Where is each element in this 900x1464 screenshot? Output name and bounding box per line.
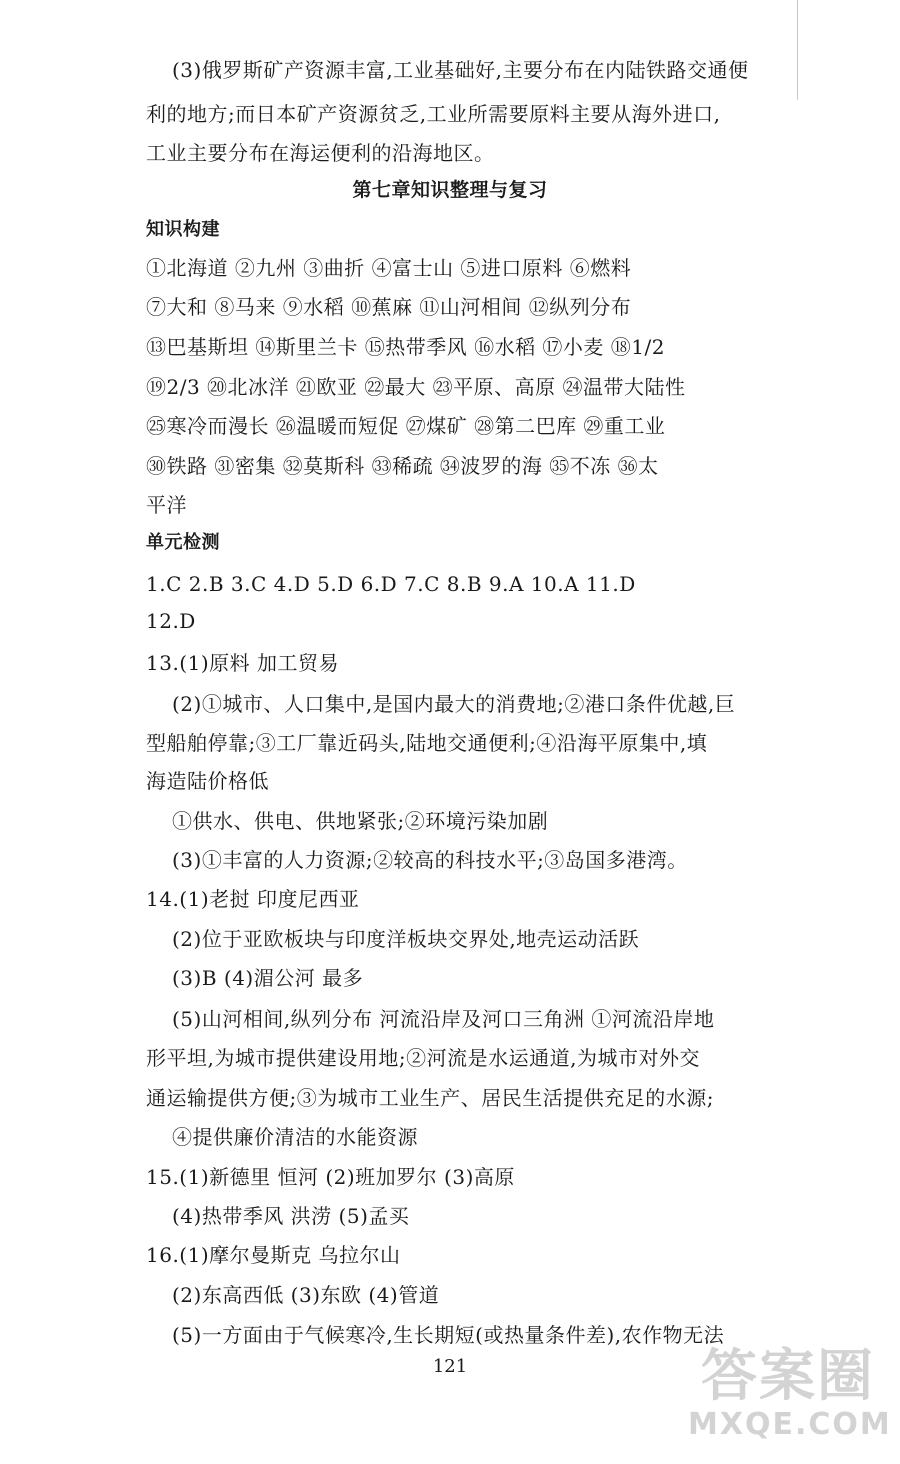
answer-line: 通运输提供方便;③为城市工业生产、居民生活提供充足的水源;	[146, 1086, 714, 1110]
answer-line: 13.(1)原料 加工贸易	[146, 651, 339, 675]
answer-line: 14.(1)老挝 印度尼西亚	[146, 887, 360, 911]
knowledge-line: ⑲2/3 ⑳北冰洋 ㉑欧亚 ㉒最大 ㉓平原、高原 ㉔温带大陆性	[146, 375, 686, 399]
chapter-title: 第七章知识整理与复习	[352, 179, 548, 201]
knowledge-line: ⑦大和 ⑧马来 ⑨水稻 ⑩蕉麻 ⑪山河相间 ⑫纵列分布	[146, 295, 632, 319]
watermark-url: MXQE.COM	[688, 1407, 892, 1442]
answer-line: (2)位于亚欧板块与印度洋板块交界处,地壳运动活跃	[172, 927, 640, 951]
section-heading-unit-test: 单元检测	[146, 532, 220, 553]
text-line: (3)俄罗斯矿产资源丰富,工业基础好,主要分布在内陆铁路交通便	[172, 58, 749, 82]
answer-line: (4)热带季风 洪涝 (5)孟买	[172, 1204, 410, 1228]
answer-line: 型船舶停靠;③工厂靠近码头,陆地交通便利;④沿海平原集中,填	[146, 731, 708, 755]
section-heading-knowledge: 知识构建	[146, 219, 220, 240]
answer-line: 形平坦,为城市提供建设用地;②河流是水运通道,为城市对外交	[146, 1046, 700, 1070]
answer-line: ①供水、供电、供地紧张;②环境污染加剧	[172, 809, 549, 833]
answer-line: (5)山河相间,纵列分布 河流沿岸及河口三角洲 ①河流沿岸地	[172, 1007, 715, 1031]
answer-line: 海造陆价格低	[146, 769, 269, 793]
text-line: 工业主要分布在海运便利的沿海地区。	[146, 141, 495, 165]
answer-line: ④提供廉价清洁的水能资源	[172, 1125, 418, 1149]
knowledge-line: ①北海道 ②九州 ③曲折 ④富士山 ⑤进口原料 ⑥燃料	[146, 256, 632, 280]
page-number: 121	[432, 1356, 468, 1377]
answer-line: 15.(1)新德里 恒河 (2)班加罗尔 (3)高原	[146, 1165, 515, 1189]
answer-line: (2)东高西低 (3)东欧 (4)管道	[172, 1283, 440, 1307]
knowledge-line: ㉕寒冷而漫长 ㉖温暖而短促 ㉗煤矿 ㉘第二巴库 ㉙重工业	[146, 414, 666, 438]
answer-line: (5)一方面由于气候寒冷,生长期短(或热量条件差),农作物无法	[172, 1323, 725, 1347]
answer-line: 12.D	[146, 609, 196, 633]
watermark-logo	[688, 1344, 892, 1454]
knowledge-line: ㉚铁路 ㉛密集 ㉜莫斯科 ㉝稀疏 ㉞波罗的海 ㉟不冻 ㊱太	[146, 454, 659, 478]
answer-line: (2)①城市、人口集中,是国内最大的消费地;②港口条件优越,巨	[172, 692, 736, 716]
answer-line: 16.(1)摩尔曼斯克 乌拉尔山	[146, 1243, 401, 1267]
knowledge-line: ⑬巴基斯坦 ⑭斯里兰卡 ⑮热带季风 ⑯水稻 ⑰小麦 ⑱1/2	[146, 335, 665, 359]
watermark-title: 答案圈	[701, 1344, 875, 1409]
knowledge-line: 平洋	[146, 493, 187, 517]
answer-line: (3)①丰富的人力资源;②较高的科技水平;③岛国多港湾。	[172, 848, 688, 872]
answer-line: (3)B (4)湄公河 最多	[172, 966, 364, 990]
answer-line: 1.C 2.B 3.C 4.D 5.D 6.D 7.C 8.B 9.A 10.A 11.D	[146, 572, 636, 596]
text-line: 利的地方;而日本矿产资源贫乏,工业所需要原料主要从海外进口,	[146, 102, 721, 126]
